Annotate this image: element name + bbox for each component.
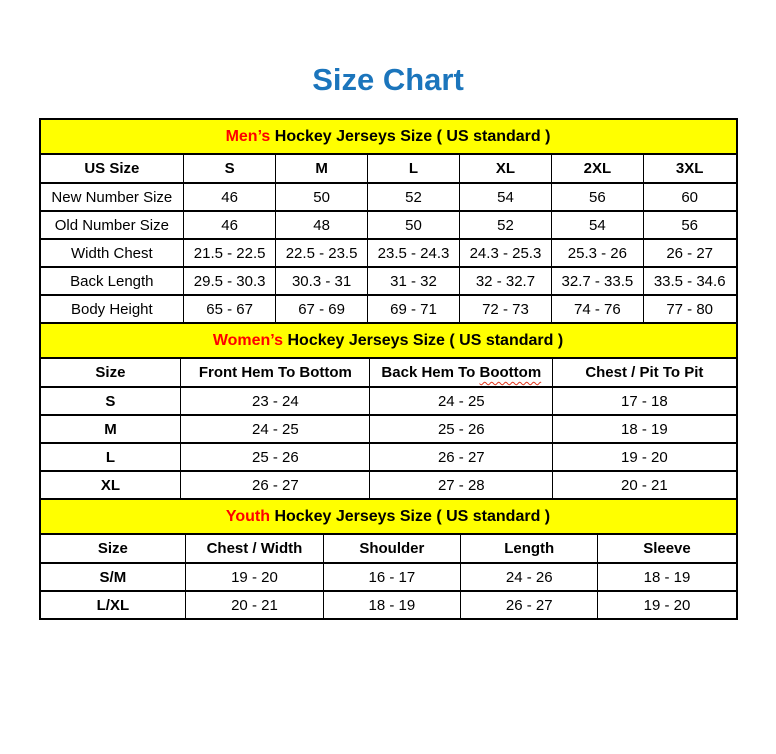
womens-size-table: [41, 359, 736, 498]
row-label: Old Number Size: [41, 211, 184, 239]
column-header: Size: [41, 359, 181, 387]
data-cell: 26 - 27: [370, 443, 553, 471]
data-cell: 48: [276, 211, 368, 239]
data-cell: 77 - 80: [643, 295, 735, 322]
youth-section-header: [41, 498, 736, 535]
column-header: Shoulder: [323, 535, 460, 563]
page-title: Size Chart: [312, 62, 464, 97]
data-cell: 30.3 - 31: [276, 267, 368, 295]
row-label: XL: [41, 471, 181, 498]
column-header: M: [276, 155, 368, 183]
data-cell: 24 - 25: [181, 415, 370, 443]
row-label: Body Height: [41, 295, 184, 322]
data-cell: 19 - 20: [553, 443, 736, 471]
size-chart: [39, 118, 738, 620]
data-cell: 60: [643, 183, 735, 211]
mens-header-highlight: Men’s: [225, 128, 271, 145]
data-cell: 23 - 24: [181, 387, 370, 415]
data-cell: 52: [459, 211, 551, 239]
row-label: Width Chest: [41, 239, 184, 267]
data-cell: 74 - 76: [551, 295, 643, 322]
data-cell: 69 - 71: [368, 295, 460, 322]
data-cell: 52: [368, 183, 460, 211]
table-row: [41, 591, 736, 618]
data-cell: 24 - 25: [370, 387, 553, 415]
data-cell: 19 - 20: [598, 591, 736, 618]
table-row: [41, 387, 736, 415]
data-cell: 54: [459, 183, 551, 211]
data-cell: 65 - 67: [184, 295, 276, 322]
table-row: [41, 239, 736, 267]
table-row: [41, 443, 736, 471]
column-header: 2XL: [551, 155, 643, 183]
data-cell: 16 - 17: [323, 563, 460, 591]
column-header: L: [368, 155, 460, 183]
data-cell: 25 - 26: [181, 443, 370, 471]
data-cell: 20 - 21: [553, 471, 736, 498]
data-cell: 54: [551, 211, 643, 239]
data-cell: 26 - 27: [643, 239, 735, 267]
column-header: Back Hem To Boottom: [370, 359, 553, 387]
header-row: [41, 155, 736, 183]
data-cell: 56: [643, 211, 735, 239]
data-cell: 18 - 19: [323, 591, 460, 618]
header-row: [41, 359, 736, 387]
column-header: Chest / Pit To Pit: [553, 359, 736, 387]
data-cell: 33.5 - 34.6: [643, 267, 735, 295]
data-cell: 46: [184, 211, 276, 239]
mens-size-section: [41, 120, 736, 322]
column-header: S: [184, 155, 276, 183]
data-cell: 25 - 26: [370, 415, 553, 443]
data-cell: 17 - 18: [553, 387, 736, 415]
data-cell: 22.5 - 23.5: [276, 239, 368, 267]
data-cell: 19 - 20: [186, 563, 323, 591]
table-row: [41, 471, 736, 498]
table-row: [41, 295, 736, 322]
row-label: New Number Size: [41, 183, 184, 211]
data-cell: 18 - 19: [553, 415, 736, 443]
mens-header-rest: Hockey Jerseys Size ( US standard ): [270, 128, 551, 145]
column-header: 3XL: [643, 155, 735, 183]
data-cell: 29.5 - 30.3: [184, 267, 276, 295]
data-cell: 32.7 - 33.5: [551, 267, 643, 295]
data-cell: 46: [184, 183, 276, 211]
data-cell: 21.5 - 22.5: [184, 239, 276, 267]
womens-header-rest: Hockey Jerseys Size ( US standard ): [283, 332, 564, 349]
youth-size-table: [41, 535, 736, 618]
table-row: [41, 211, 736, 239]
data-cell: 18 - 19: [598, 563, 736, 591]
table-row: [41, 183, 736, 211]
data-cell: 26 - 27: [461, 591, 598, 618]
data-cell: 50: [368, 211, 460, 239]
data-cell: 25.3 - 26: [551, 239, 643, 267]
data-cell: 31 - 32: [368, 267, 460, 295]
youth-size-section: [41, 498, 736, 618]
column-header: Sleeve: [598, 535, 736, 563]
data-cell: 20 - 21: [186, 591, 323, 618]
data-cell: 50: [276, 183, 368, 211]
table-row: [41, 563, 736, 591]
data-cell: 72 - 73: [459, 295, 551, 322]
column-header: Chest / Width: [186, 535, 323, 563]
table-row: [41, 415, 736, 443]
data-cell: 26 - 27: [181, 471, 370, 498]
column-header: US Size: [41, 155, 184, 183]
data-cell: 24 - 26: [461, 563, 598, 591]
data-cell: 27 - 28: [370, 471, 553, 498]
column-header: Size: [41, 535, 186, 563]
youth-header-rest: Hockey Jerseys Size ( US standard ): [270, 508, 551, 525]
womens-section-header: [41, 322, 736, 359]
mens-section-header: [41, 120, 736, 155]
header-row: [41, 535, 736, 563]
row-label: S: [41, 387, 181, 415]
mens-size-table: [41, 155, 736, 322]
data-cell: 32 - 32.7: [459, 267, 551, 295]
womens-size-section: [41, 322, 736, 498]
row-label: L/XL: [41, 591, 186, 618]
table-row: [41, 267, 736, 295]
youth-header-highlight: Youth: [225, 508, 270, 525]
column-header: XL: [459, 155, 551, 183]
womens-header-highlight: Women’s: [212, 332, 284, 349]
column-header: Length: [461, 535, 598, 563]
row-label: M: [41, 415, 181, 443]
misspelled-word: Boottom: [479, 364, 542, 381]
column-header: Front Hem To Bottom: [181, 359, 370, 387]
data-cell: 24.3 - 25.3: [459, 239, 551, 267]
row-label: Back Length: [41, 267, 184, 295]
row-label: S/M: [41, 563, 186, 591]
data-cell: 56: [551, 183, 643, 211]
row-label: L: [41, 443, 181, 471]
data-cell: 23.5 - 24.3: [368, 239, 460, 267]
data-cell: 67 - 69: [276, 295, 368, 322]
